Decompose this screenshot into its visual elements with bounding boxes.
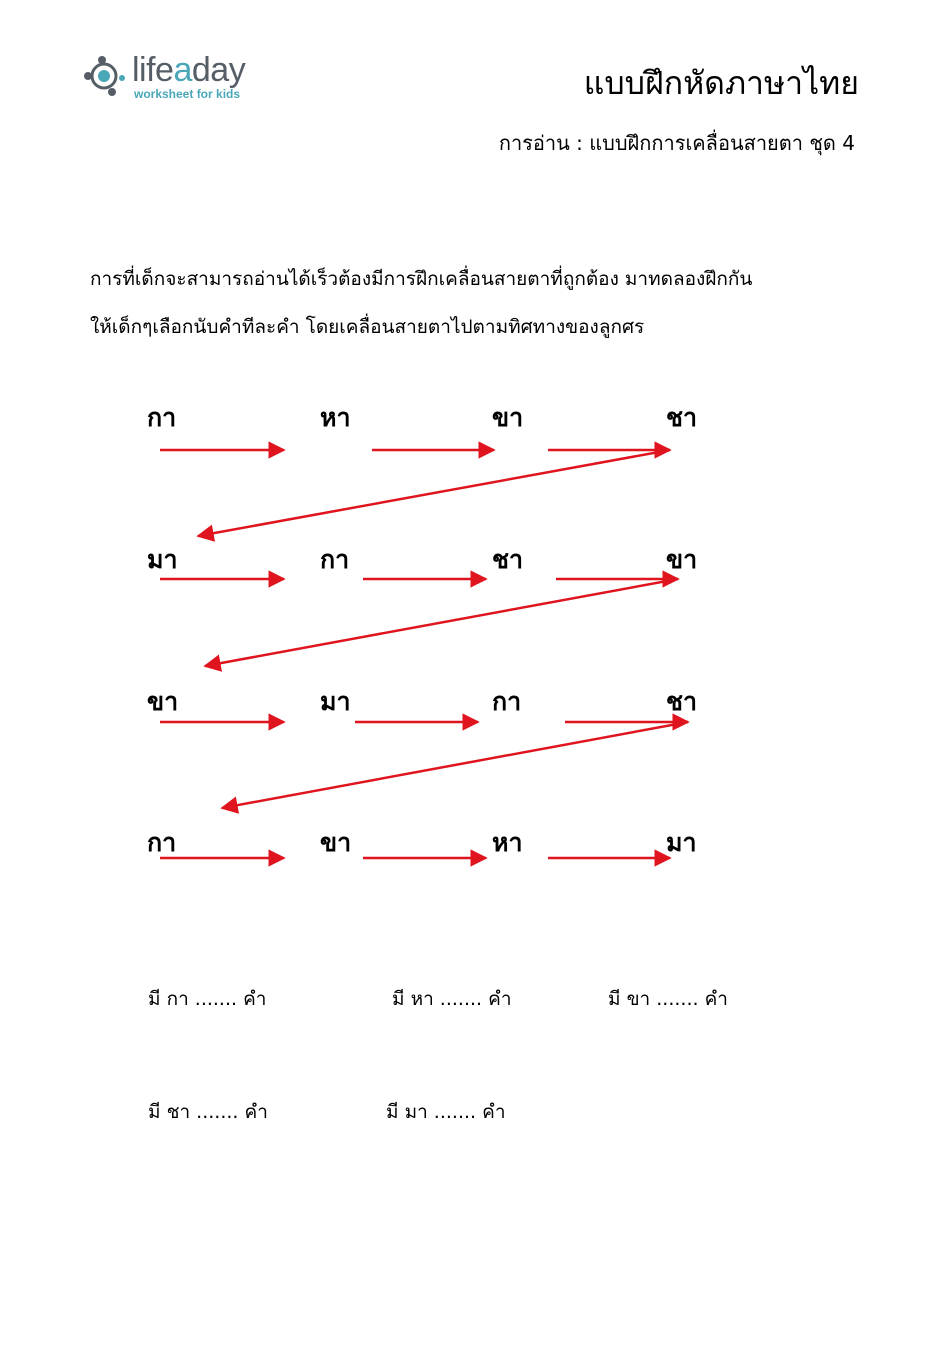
word-r2-c1: มา bbox=[147, 545, 178, 574]
word-r4-c2: ขา bbox=[320, 828, 352, 857]
word-r1-c2: หา bbox=[320, 403, 351, 432]
word-r3-c1: ขา bbox=[147, 687, 179, 716]
count-cha: มี ชา ....... คำ bbox=[148, 1101, 268, 1123]
word-r4-c1: กา bbox=[147, 828, 177, 857]
instruction-line-2: ให้เด็กๆเลือกนับคำทีละคำ โดยเคลื่อนสายตาไปตามทิศทางของลูกศร bbox=[90, 316, 645, 338]
word-r1-c3: ขา bbox=[492, 403, 524, 432]
word-r2-c2: กา bbox=[320, 545, 350, 574]
word-r4-c4: มา bbox=[666, 828, 697, 857]
page-subtitle: การอ่าน : แบบฝึกการเคลื่อนสายตา ชุด 4 bbox=[498, 131, 855, 155]
word-r3-c2: มา bbox=[320, 687, 351, 716]
count-ka: มี กา ....... คำ bbox=[148, 988, 267, 1010]
word-r2-c3: ชา bbox=[492, 545, 524, 574]
word-r1-c1: กา bbox=[147, 403, 177, 432]
logo-wordmark: lifeaday bbox=[132, 51, 246, 89]
word-r3-c3: กา bbox=[492, 687, 522, 716]
word-r3-c4: ชา bbox=[666, 687, 698, 716]
page-title: แบบฝึกหัดภาษาไทย bbox=[583, 64, 859, 102]
word-r1-c4: ชา bbox=[666, 403, 698, 432]
arrow-4 bbox=[198, 450, 670, 536]
count-ha: มี หา ....... คำ bbox=[392, 988, 512, 1010]
count-kha: มี ขา ....... คำ bbox=[608, 988, 728, 1010]
arrow-8 bbox=[205, 579, 678, 666]
arrow-12 bbox=[222, 722, 688, 808]
logo-tagline: worksheet for kids bbox=[134, 87, 241, 101]
count-ma: มี มา ....... คำ bbox=[386, 1101, 506, 1123]
word-r4-c3: หา bbox=[492, 828, 523, 857]
word-r2-c4: ขา bbox=[666, 545, 698, 574]
instruction-line-1: การที่เด็กจะสามารถอ่านได้เร็วต้องมีการฝึกเคลื่อนสายตาที่ถูกต้อง มาทดลองฝึกกัน bbox=[90, 268, 753, 290]
